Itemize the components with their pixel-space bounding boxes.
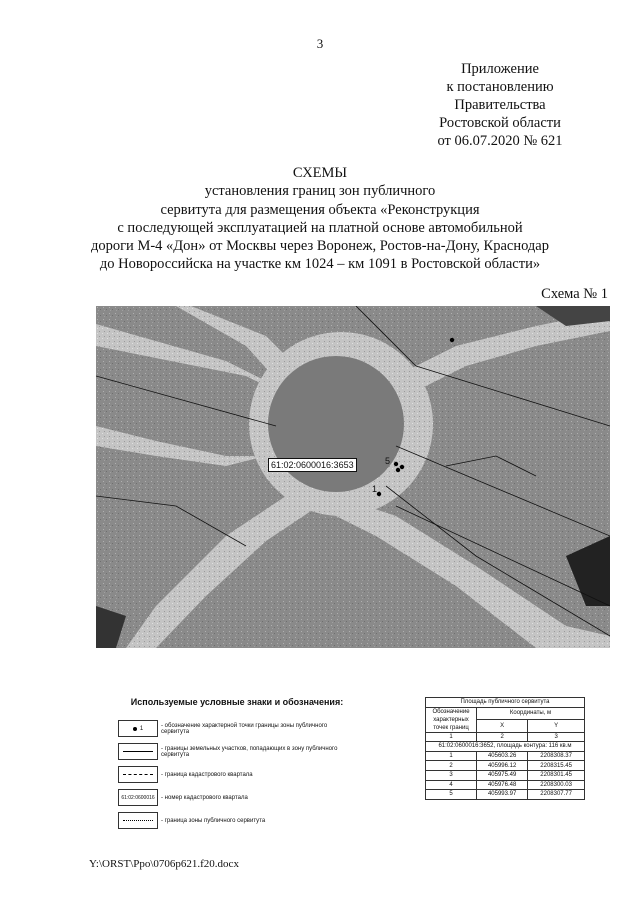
cadastral-number-symbol xyxy=(118,789,158,806)
table-cell: 2 xyxy=(477,732,528,742)
parcel-label: 61:02:0600016:3653 xyxy=(268,458,357,472)
table-cell: 2208315.45 xyxy=(528,761,585,771)
table-cell: 4 xyxy=(426,780,477,790)
table-cell: 2 xyxy=(426,761,477,771)
table-cell: 405975.49 xyxy=(477,770,528,780)
legend-item-text: - граница кадастрового квартала xyxy=(161,771,253,778)
legend-symbol-text: 61:02:0600016 xyxy=(121,794,155,801)
legend-item xyxy=(118,763,356,786)
aerial-map xyxy=(96,306,610,648)
table-caption: Площадь публичного сервитута xyxy=(426,698,585,708)
table-header: Координаты, м xyxy=(477,707,585,720)
table-area-row: 61:02:0600016:3652, площадь контура: 116 кв.м xyxy=(426,742,585,752)
parcel-boundary-symbol xyxy=(118,743,158,760)
table-row xyxy=(426,761,585,771)
cadastral-quarter-boundary-symbol xyxy=(118,766,158,783)
legend-item xyxy=(118,809,356,832)
scheme-label: Схема № 1 xyxy=(541,286,608,302)
table-cell: 405993.97 xyxy=(477,790,528,800)
annex-line: Приложение xyxy=(461,61,539,77)
table-cell: 1 xyxy=(426,732,477,742)
title-line: дороги М-4 «Дон» от Москвы через Воронеж, Ростов-на-Дону, Краснодар xyxy=(90,238,549,255)
table-cell: 2208308.37 xyxy=(528,751,585,761)
title-line: до Новороссийска на участке км 1024 – км 1091 в Ростовской области» xyxy=(99,256,541,273)
map-graphic xyxy=(96,306,610,648)
legend-item-text: - номер кадастрового квартала xyxy=(161,794,248,801)
table-cell: 5 xyxy=(426,790,477,800)
legend-symbol-text: 1 xyxy=(139,725,144,732)
legend-item-text: - границы земельных участков, попадающих в зону публичного сервитута xyxy=(161,745,338,758)
table-row xyxy=(426,780,585,790)
title-line: с последующей эксплуатацией на платной основе автомобильной xyxy=(117,219,523,236)
table-row xyxy=(426,790,585,800)
servitude-boundary-symbol xyxy=(118,812,158,829)
table-cell: 2208301.45 xyxy=(528,770,585,780)
table-row xyxy=(426,770,585,780)
legend-item xyxy=(118,786,356,809)
table-cell: 3 xyxy=(426,770,477,780)
annex-line: Ростовской области xyxy=(439,115,561,131)
annex-line: Правительства xyxy=(454,97,546,113)
table-header: Обозначение характерных точек границ xyxy=(426,707,477,732)
legend xyxy=(118,697,356,832)
table-cell: 2208300.03 xyxy=(528,780,585,790)
legend-item xyxy=(118,717,356,740)
title-heading: СХЕМЫ xyxy=(292,165,348,181)
coordinates-table xyxy=(425,697,585,800)
point-symbol xyxy=(118,720,158,737)
point-label: 1 xyxy=(372,484,378,494)
annex-line: от 06.07.2020 № 621 xyxy=(437,133,563,149)
table-cell: 3 xyxy=(528,732,585,742)
table-cell: 405996.12 xyxy=(477,761,528,771)
table-cell: 405603.26 xyxy=(477,751,528,761)
legend-item-text: - обозначение характерной точки границы зоны публичного сервитута xyxy=(161,722,328,735)
table-header: X xyxy=(477,720,528,733)
table-row xyxy=(426,751,585,761)
point-label: 5 xyxy=(385,456,391,466)
title-line: установления границ зон публичного xyxy=(204,183,436,200)
document-title xyxy=(40,164,600,274)
legend-heading: Используемые условные знаки и обозначения: xyxy=(130,697,344,707)
table-header: Y xyxy=(528,720,585,733)
legend-item-text: - граница зоны публичного сервитута xyxy=(161,817,266,824)
legend-item xyxy=(118,740,356,763)
table-cell: 405976.48 xyxy=(477,780,528,790)
title-line: сервитута для размещения объекта «Реконструкция xyxy=(160,201,480,218)
file-path-footer: Y:\ORST\Ppo\0706p621.f20.docx xyxy=(89,858,239,870)
annex-block xyxy=(400,60,600,150)
annex-line: к постановлению xyxy=(446,79,554,95)
table-cell: 2208307.77 xyxy=(528,790,585,800)
page-number: 3 xyxy=(316,36,324,51)
table-cell: 1 xyxy=(426,751,477,761)
